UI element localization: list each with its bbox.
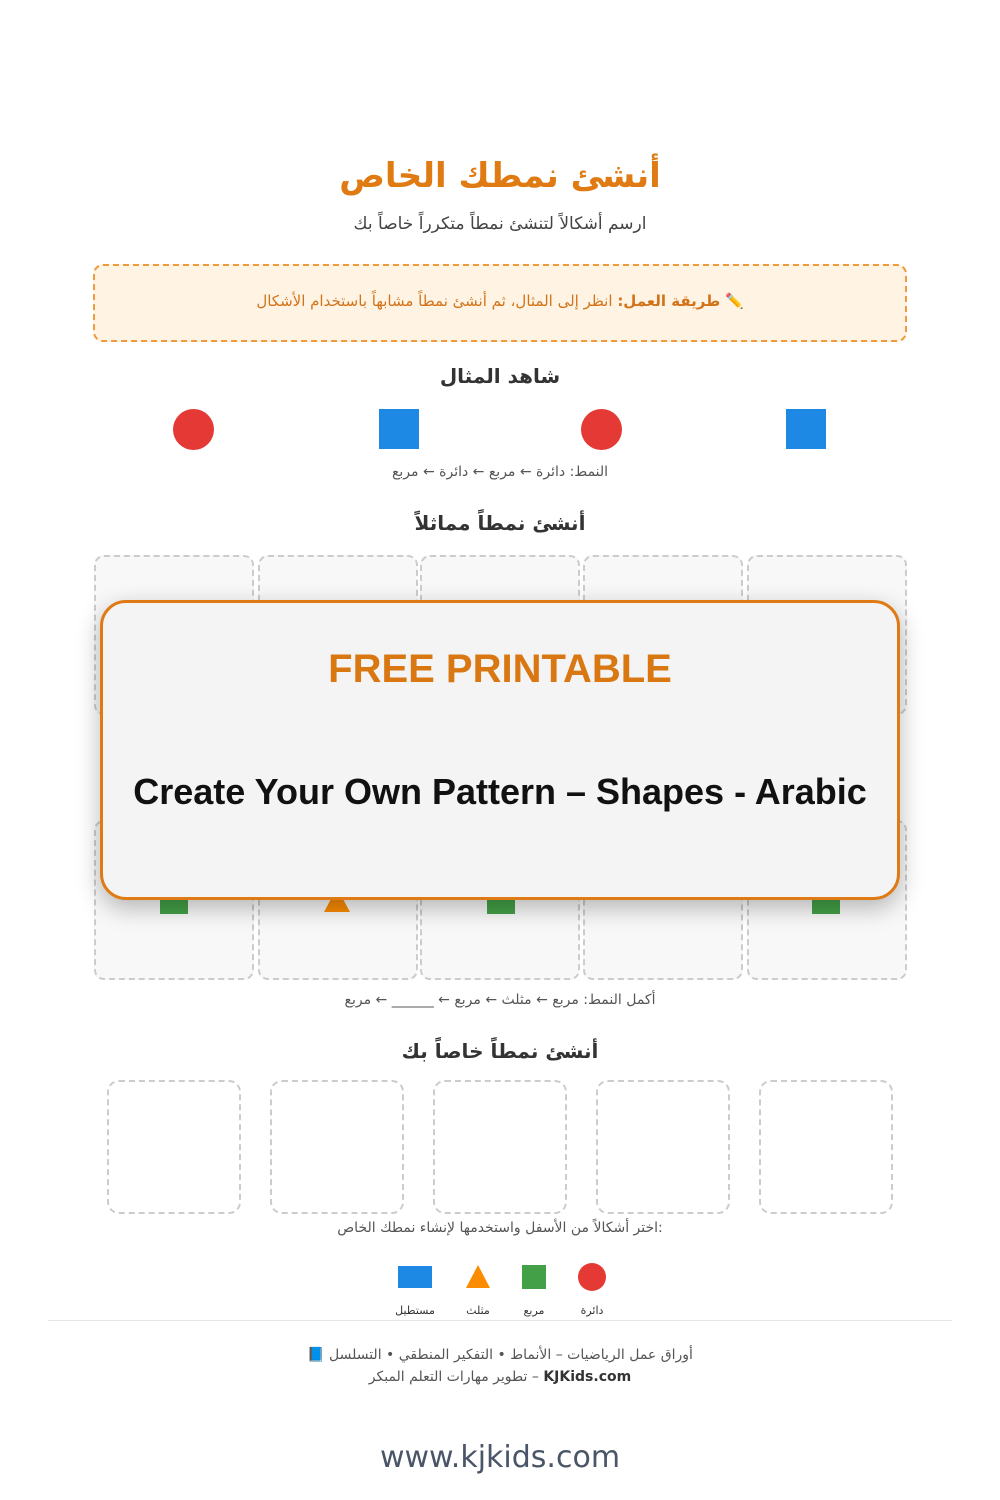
example-pattern-note: النمط: دائرة ← مربع ← دائرة ← مربع [391, 464, 609, 480]
instructions-box [93, 264, 907, 342]
similar-heading: أنشئ نمطاً مماثلاً [414, 511, 586, 535]
own-pattern-cell[interactable] [759, 1080, 893, 1214]
footer-site-name: KJKids.com [543, 1369, 632, 1385]
palette-circle-shape[interactable] [578, 1263, 606, 1291]
own-pattern-cell[interactable] [596, 1080, 730, 1214]
choose-shapes-note: اختر أشكالاً من الأسفل واستخدمها لإنشاء نمطك الخاص: [337, 1220, 663, 1236]
complete-pattern-note: أكمل النمط: مربع ← مثلث ← مربع ← ______ ← مربع [344, 992, 656, 1008]
free-printable-banner [100, 600, 900, 900]
banner-subtitle: Create Your Own Pattern – Shapes - Arabic [133, 771, 867, 812]
banner-title: FREE PRINTABLE [328, 647, 672, 691]
own-pattern-cell[interactable] [270, 1080, 404, 1214]
palette-square-label: مربع [523, 1304, 545, 1317]
palette-square-shape[interactable] [522, 1265, 546, 1289]
page-subtitle: ارسم أشكالاً لتنشئ نمطاً متكرراً خاصاً بك [353, 214, 647, 234]
palette-rectangle-shape[interactable] [398, 1266, 432, 1288]
pencil-icon: ✏️ [724, 292, 744, 310]
website-link[interactable]: www.kjkids.com [379, 1440, 621, 1475]
own-pattern-cell[interactable] [433, 1080, 567, 1214]
example-circle-shape [173, 409, 214, 450]
palette-rectangle-label: مستطيل [395, 1304, 435, 1317]
instructions-body: انظر إلى المثال، ثم أنشئ نمطاً مشابهاً باستخدام الأشكال [256, 292, 613, 310]
footer-divider [48, 1320, 952, 1321]
example-heading: شاهد المثال [439, 364, 561, 388]
footer-tagline: – تطوير مهارات التعلم المبكر [368, 1369, 544, 1385]
palette-triangle-shape[interactable] [466, 1265, 490, 1288]
instructions-text [95, 292, 905, 310]
own-pattern-heading: أنشئ نمطاً خاصاً بك [401, 1039, 599, 1063]
example-square-shape [786, 409, 826, 449]
palette-circle-label: دائرة [580, 1304, 604, 1317]
footer-line-2 [0, 1369, 1000, 1385]
page-title: أنشئ نمطك الخاص [339, 156, 661, 196]
footer-line-1: 📘 أوراق عمل الرياضيات – الأنماط • التفكير المنطقي • التسلسل [307, 1347, 693, 1363]
example-circle-shape [581, 409, 622, 450]
example-square-shape [379, 409, 419, 449]
palette-triangle-label: مثلث [466, 1304, 490, 1317]
own-pattern-cell[interactable] [107, 1080, 241, 1214]
instructions-label: طريقة العمل: [617, 292, 721, 310]
